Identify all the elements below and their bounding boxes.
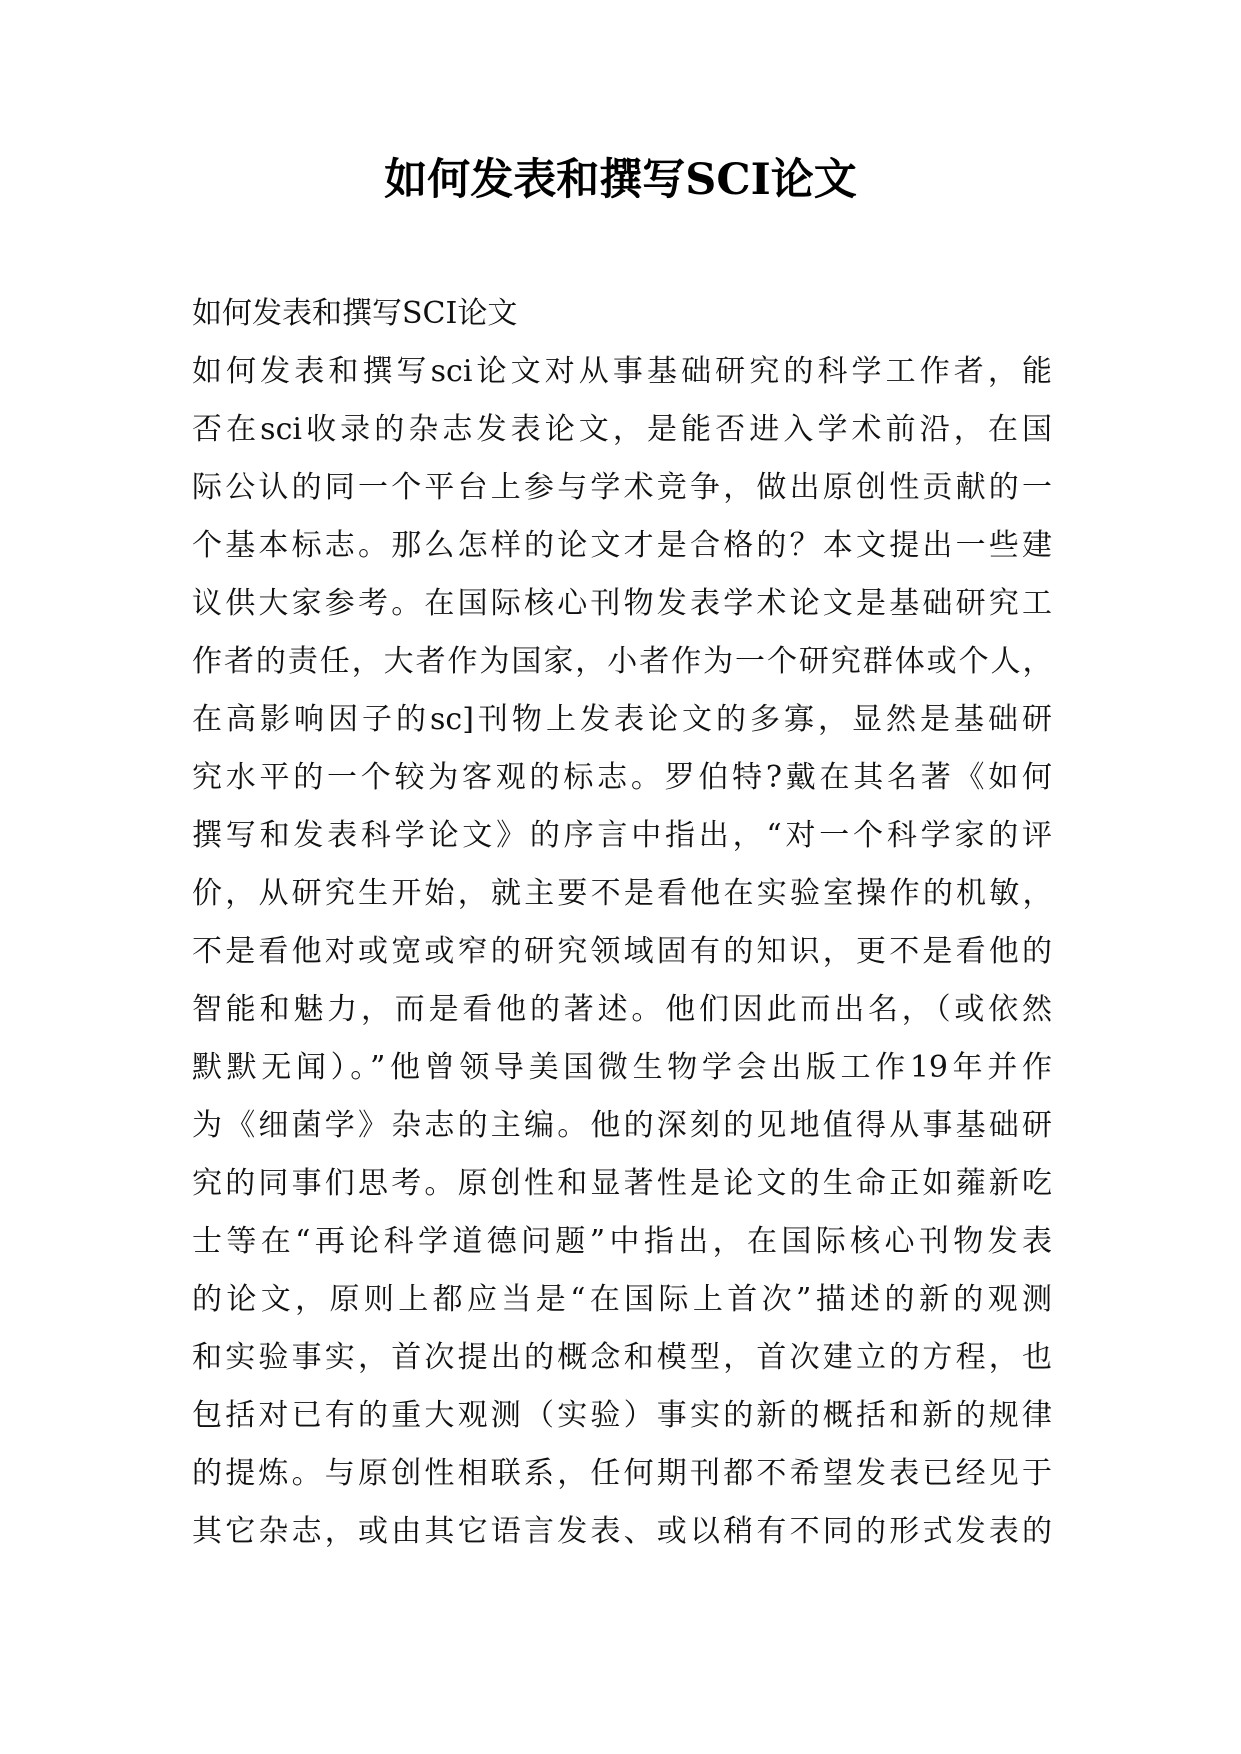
body-line: 智能和魅力，而是看他的著述。他们因此而出名，（或依然	[192, 992, 1052, 1027]
body-line: 撰写和发表科学论文》的序言中指出，“对一个科学家的评	[192, 818, 1052, 853]
body-line: 士等在“再论科学道德问题”中指出，在国际核心刊物发表	[192, 1224, 1052, 1259]
body-line: 在高影响因子的sc]刊物上发表论文的多寡，显然是基础研	[192, 702, 1052, 737]
body-line: 作者的责任，大者作为国家，小者作为一个研究群体或个人，	[192, 644, 1052, 679]
body-line: 包括对已有的重大观测（实验）事实的新的概括和新的规律	[192, 1398, 1052, 1433]
body-line: 不是看他对或宽或窄的研究领域固有的知识，更不是看他的	[192, 934, 1052, 969]
body-line: 究的同事们思考。原创性和显著性是论文的生命正如蕹新吃	[192, 1166, 1052, 1201]
body-line: 其它杂志，或由其它语言发表、或以稍有不同的形式发表的	[192, 1514, 1052, 1549]
body-line: 否在sci收录的杂志发表论文，是能否进入学术前沿，在国	[192, 412, 1052, 447]
body-line: 如何发表和撰写SCI论文	[192, 296, 518, 331]
body-line: 的提炼。与原创性相联系，任何期刊都不希望发表已经见于	[192, 1456, 1052, 1491]
body-line: 如何发表和撰写sci论文对从事基础研究的科学工作者，能	[192, 354, 1052, 389]
body-line: 究水平的一个较为客观的标志。罗伯特?戴在其名著《如何	[192, 760, 1052, 795]
body-line: 际公认的同一个平台上参与学术竞争，做出原创性贡献的一	[192, 470, 1052, 505]
document-title: 如何发表和撰写SCI论文	[384, 155, 857, 205]
body-line: 议供大家参考。在国际核心刊物发表学术论文是基础研究工	[192, 586, 1052, 621]
body-line: 为《细菌学》杂志的主编。他的深刻的见地值得从事基础研	[192, 1108, 1052, 1143]
body-line: 默默无闻）。”他曾领导美国微生物学会出版工作19年并作	[192, 1050, 1052, 1085]
body-line: 和实验事实，首次提出的概念和模型，首次建立的方程，也	[192, 1340, 1052, 1375]
body-line: 个基本标志。那么怎样的论文才是合格的？本文提出一些建	[192, 528, 1052, 563]
document-body	[192, 285, 1052, 1561]
body-line: 的论文，原则上都应当是“在国际上首次”描述的新的观测	[192, 1282, 1052, 1317]
body-line: 价，从研究生开始，就主要不是看他在实验室操作的机敏，	[192, 876, 1052, 911]
